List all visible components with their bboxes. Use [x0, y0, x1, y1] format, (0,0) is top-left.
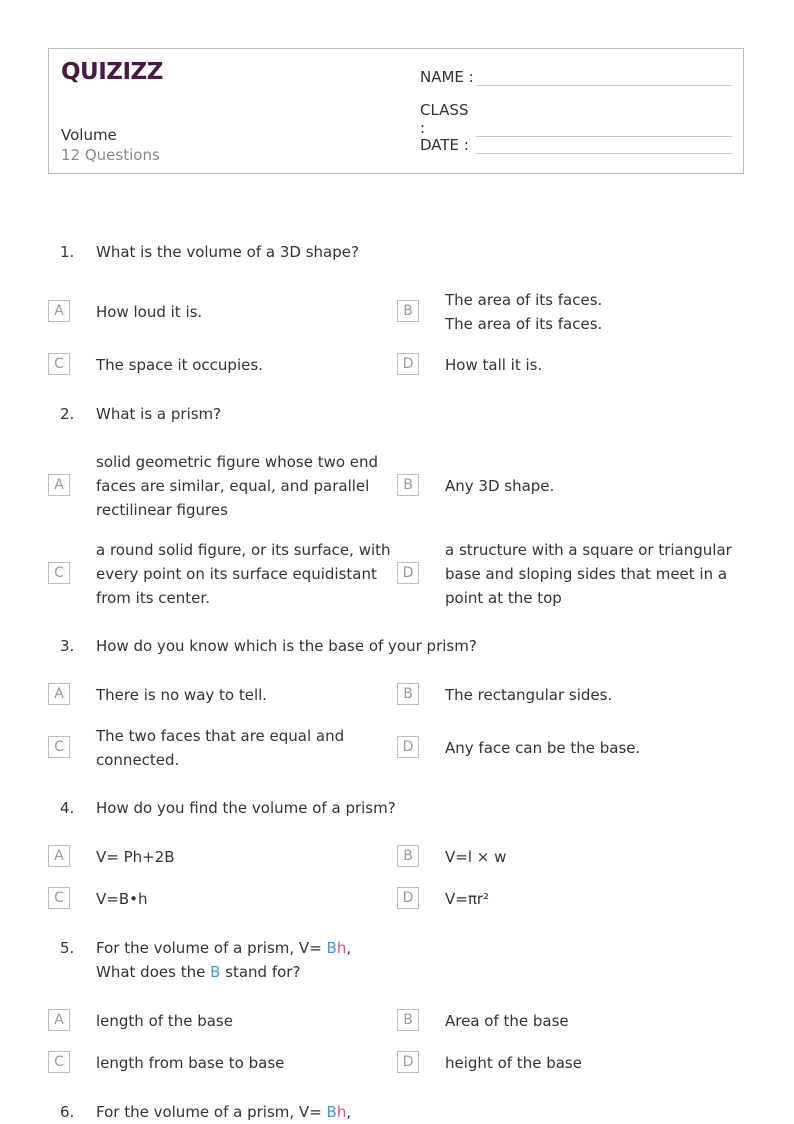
- option-a-box[interactable]: A: [48, 683, 70, 705]
- question-number: 4.: [60, 799, 75, 817]
- question-text: What is a prism?: [96, 405, 222, 423]
- option-line: from its center.: [96, 589, 210, 607]
- option-line: base and sloping sides that meet in a: [445, 565, 728, 583]
- question-text-part: ,: [346, 1103, 352, 1121]
- question-number: 2.: [60, 405, 75, 423]
- option-b-box[interactable]: B: [397, 474, 419, 496]
- option-line: point at the top: [445, 589, 562, 607]
- option-line: V= Ph+2B: [96, 848, 175, 866]
- option-a-text: [96, 450, 378, 522]
- option-a-box[interactable]: A: [48, 1009, 70, 1031]
- option-a-text: [96, 683, 267, 707]
- option-b-box[interactable]: B: [397, 1009, 419, 1031]
- option-a-box[interactable]: A: [48, 474, 70, 496]
- option-b-text: [445, 474, 554, 498]
- option-line: The two faces that are equal and: [96, 727, 345, 745]
- option-c-box[interactable]: C: [48, 887, 70, 909]
- date-line[interactable]: [476, 135, 732, 154]
- option-d-text: [445, 1051, 582, 1075]
- question-text-part: stand for?: [220, 963, 301, 981]
- option-line: Area of the base: [445, 1012, 569, 1030]
- option-line: a round solid figure, or its surface, with: [96, 541, 391, 559]
- option-line: The rectangular sides.: [445, 686, 613, 704]
- question-number: 3.: [60, 637, 75, 655]
- option-line: length from base to base: [96, 1054, 285, 1072]
- option-a-text: [96, 300, 202, 324]
- option-b-box[interactable]: B: [397, 845, 419, 867]
- question-number: 6.: [60, 1103, 75, 1121]
- option-d-box[interactable]: D: [397, 887, 419, 909]
- option-c-box[interactable]: C: [48, 736, 70, 758]
- question-text: [96, 936, 696, 984]
- option-line: V=l × w: [445, 848, 507, 866]
- highlight-h: h: [336, 1103, 347, 1121]
- option-line: V=B•h: [96, 890, 148, 908]
- option-line: height of the base: [445, 1054, 582, 1072]
- question-text-part: For the volume of a prism, V=: [96, 939, 327, 957]
- option-d-box[interactable]: D: [397, 353, 419, 375]
- date-field: [420, 135, 732, 154]
- option-c-box[interactable]: C: [48, 1051, 70, 1073]
- question-text: How do you know which is the base of your prism?: [96, 637, 477, 655]
- option-a-box[interactable]: A: [48, 300, 70, 322]
- option-line: solid geometric figure whose two end: [96, 453, 379, 471]
- worksheet-title: Volume: [61, 126, 117, 144]
- option-d-text: [445, 887, 489, 911]
- class-label: CLASS :: [420, 101, 469, 137]
- option-line: length of the base: [96, 1012, 233, 1030]
- question-number: 5.: [60, 939, 75, 957]
- option-c-text: [96, 724, 344, 772]
- option-b-box[interactable]: B: [397, 300, 419, 322]
- option-b-text: [445, 288, 602, 336]
- option-d-text: [445, 736, 640, 760]
- option-a-text: [96, 1009, 233, 1033]
- name-field: [420, 67, 732, 86]
- option-d-text: [445, 353, 542, 377]
- option-b-text: [445, 683, 612, 707]
- option-b-text: [445, 845, 506, 869]
- question-text-part: For the volume of a prism, V=: [96, 1103, 327, 1121]
- option-d-box[interactable]: D: [397, 1051, 419, 1073]
- option-line: How loud it is.: [96, 303, 203, 321]
- highlight-b: B: [326, 939, 337, 957]
- question-text: What is the volume of a 3D shape?: [96, 243, 359, 261]
- option-line: The space it occupies.: [96, 356, 263, 374]
- option-line: Any face can be the base.: [445, 739, 641, 757]
- class-field: [420, 101, 732, 137]
- option-b-box[interactable]: B: [397, 683, 419, 705]
- option-a-text: [96, 845, 175, 869]
- option-line: a structure with a square or triangular: [445, 541, 732, 559]
- question-text-part: What does the: [96, 963, 211, 981]
- highlight-h: h: [336, 939, 347, 957]
- worksheet-header: [48, 48, 744, 174]
- question-count: 12 Questions: [61, 146, 160, 164]
- option-c-text: [96, 1051, 284, 1075]
- option-line: The area of its faces.: [445, 291, 603, 309]
- option-c-text: [96, 538, 391, 610]
- option-d-box[interactable]: D: [397, 736, 419, 758]
- option-line: The area of its faces.: [445, 315, 603, 333]
- option-c-text: [96, 353, 263, 377]
- date-label: DATE :: [420, 136, 469, 154]
- question-text: How do you find the volume of a prism?: [96, 799, 396, 817]
- option-c-text: [96, 887, 147, 911]
- option-line: There is no way to tell.: [96, 686, 268, 704]
- quizizz-logo: QUIZIZZ: [61, 59, 163, 85]
- option-line: faces are similar, equal, and parallel: [96, 477, 370, 495]
- option-b-text: [445, 1009, 569, 1033]
- question-number: 1.: [60, 243, 75, 261]
- option-line: How tall it is.: [445, 356, 543, 374]
- highlight-b: B: [326, 1103, 337, 1121]
- name-label: NAME :: [420, 68, 474, 86]
- option-line: every point on its surface equidistant: [96, 565, 377, 583]
- option-line: connected.: [96, 751, 180, 769]
- option-line: V=πr²: [445, 890, 490, 908]
- option-c-box[interactable]: C: [48, 562, 70, 584]
- option-d-box[interactable]: D: [397, 562, 419, 584]
- name-line[interactable]: [476, 67, 732, 86]
- option-d-text: [445, 538, 732, 610]
- highlight-b: B: [210, 963, 221, 981]
- option-c-box[interactable]: C: [48, 353, 70, 375]
- option-a-box[interactable]: A: [48, 845, 70, 867]
- question-text: [96, 1100, 696, 1124]
- option-line: Any 3D shape.: [445, 477, 555, 495]
- option-line: rectilinear figures: [96, 501, 228, 519]
- question-text-part: ,: [346, 939, 352, 957]
